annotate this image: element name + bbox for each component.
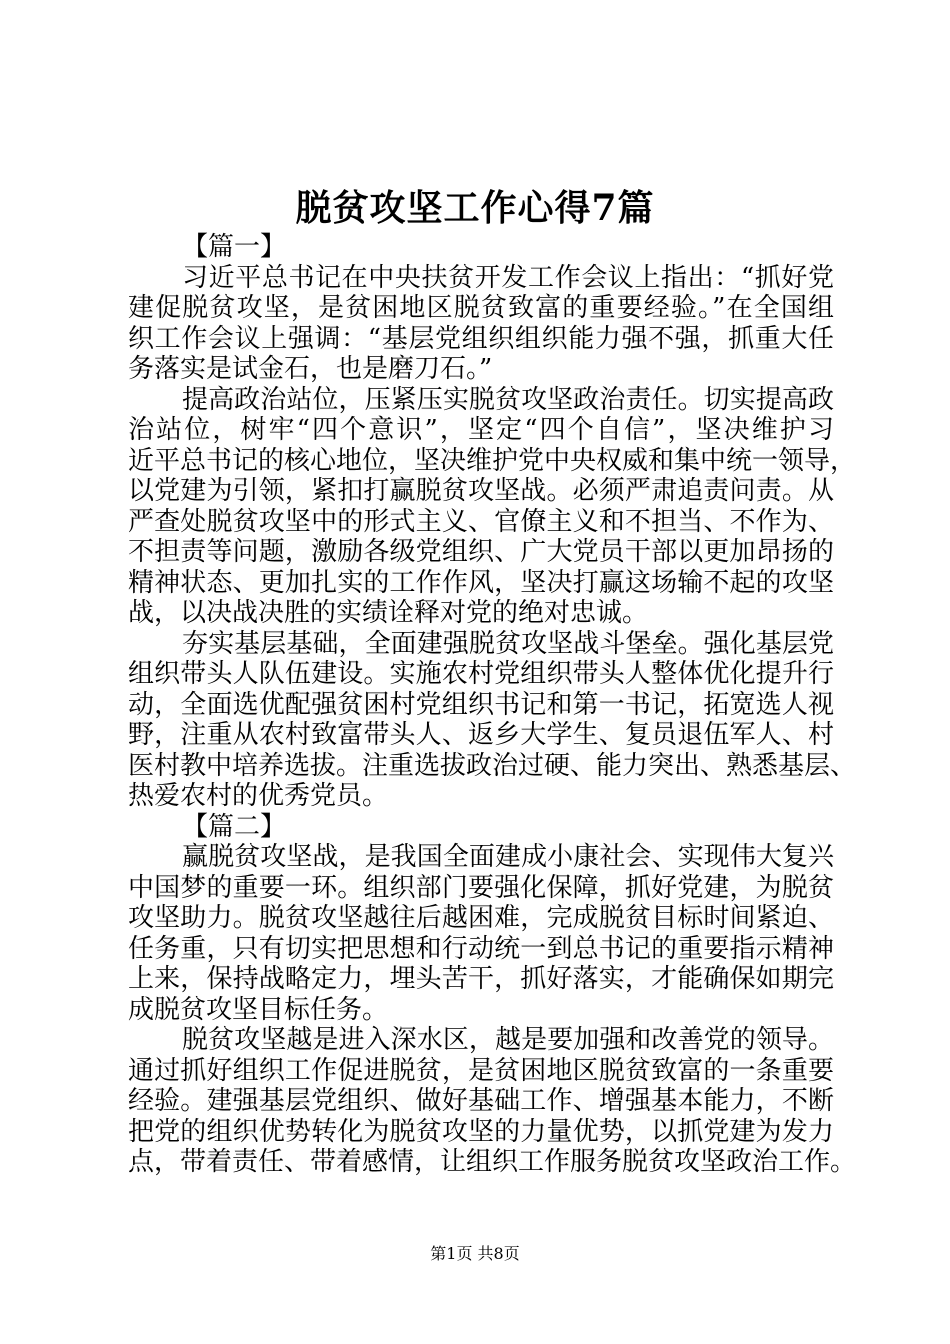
text-line: 热爱农村的优秀党员。	[128, 781, 389, 811]
document-body	[128, 232, 857, 1178]
text-line: 点，带着责任、带着感情，让组织工作服务脱贫攻坚政治工作。	[128, 1147, 857, 1177]
text-line: 成脱贫攻坚目标任务。	[128, 994, 389, 1025]
text-line: 组织带头人队伍建设。实施农村党组织带头人整体优化提升行	[128, 659, 834, 689]
text-line: 通过抓好组织工作促进脱贫，是贫困地区脱贫致富的一条重要	[128, 1055, 834, 1086]
document-title: 脱贫攻坚工作心得7篇	[295, 187, 655, 229]
text-line: 脱贫攻坚越是进入深水区，越是要加强和改善党的领导。	[182, 1025, 834, 1055]
text-line: 任务重，只有切实把思想和行动统一到总书记的重要指示精神	[128, 933, 834, 964]
text-line: 上来，保持战略定力，埋头苦干，抓好落实，才能确保如期完	[128, 964, 834, 994]
text-line: 精神状态、更加扎实的工作作风，坚决打赢这场输不起的攻坚	[128, 567, 834, 598]
text-line: 以党建为引领，紧扣打赢脱贫攻坚战。必须严肃追责问责。从	[128, 476, 834, 506]
text-line: 【篇一】	[182, 232, 287, 262]
text-line: 提高政治站位，压紧压实脱贫攻坚政治责任。切实提高政	[182, 384, 834, 415]
text-line: 织工作会议上强调：“基层党组织组织能力强不强，抓重大任	[128, 323, 834, 354]
text-line: 经验。建强基层党组织、做好基础工作、增强基本能力，不断	[128, 1086, 834, 1116]
text-line: 习近平总书记在中央扶贫开发工作会议上指出：“抓好党	[182, 262, 834, 293]
text-line: 夯实基层基础，全面建强脱贫攻坚战斗堡垒。强化基层党	[182, 628, 834, 659]
text-line: 野，注重从农村致富带头人、返乡大学生、复员退伍军人、村	[128, 720, 834, 750]
text-line: 攻坚助力。脱贫攻坚越往后越困难，完成脱贫目标时间紧迫、	[128, 903, 834, 933]
text-line: 医村教中培养选拔。注重选拔政治过硬、能力突出、熟悉基层、	[128, 750, 857, 781]
text-line: 近平总书记的核心地位，坚决维护党中央权威和集中统一领导，	[128, 445, 857, 476]
text-line: 不担责等问题，激励各级党组织、广大党员干部以更加昂扬的	[128, 537, 834, 567]
text-line: 治站位，树牢“四个意识”，坚定“四个自信”，坚决维护习	[128, 415, 834, 445]
text-line: 务落实是试金石，也是磨刀石。”	[128, 354, 493, 384]
text-line: 严查处脱贫攻坚中的形式主义、官僚主义和不担当、不作为、	[128, 506, 834, 537]
text-line: 建促脱贫攻坚，是贫困地区脱贫致富的重要经验。”在全国组	[128, 293, 834, 323]
text-line: 把党的组织优势转化为脱贫攻坚的力量优势，以抓党建为发力	[128, 1116, 834, 1147]
text-line: 战，以决战决胜的实绩诠释对党的绝对忠诚。	[128, 598, 649, 628]
text-line: 赢脱贫攻坚战，是我国全面建成小康社会、实现伟大复兴	[182, 842, 834, 872]
page-footer: 第1页 共8页	[430, 1244, 520, 1263]
text-line: 动，全面选优配强贫困村党组织书记和第一书记，拓宽选人视	[128, 689, 834, 720]
text-line: 【篇二】	[182, 811, 287, 842]
text-line: 中国梦的重要一环。组织部门要强化保障，抓好党建，为脱贫	[128, 872, 834, 903]
